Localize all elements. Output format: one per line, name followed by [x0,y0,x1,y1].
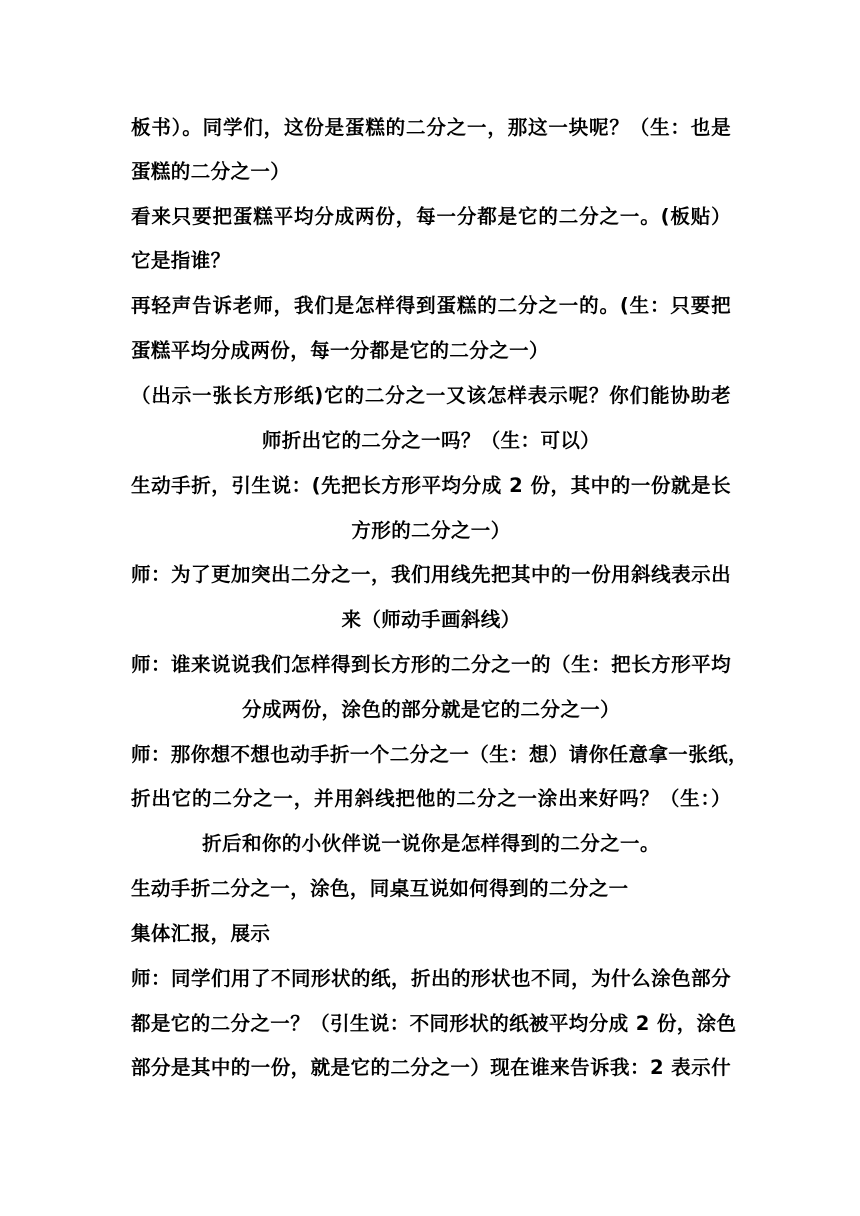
text-line: 师：为了更加突出二分之一，我们用线先把其中的一份用斜线表示出 [131,563,731,586]
text-line: 集体汇报，展示 [131,922,271,945]
text-line: 部分是其中的一份，就是它的二分之一）现在谁来告诉我：2 表示什 [131,1056,731,1079]
text-line: 蛋糕的二分之一） [131,160,291,183]
text-line: 再轻声告诉老师，我们是怎样得到蛋糕的二分之一的。(生：只要把 [131,294,731,317]
text-line: 折后和你的小伙伴说一说你是怎样得到的二分之一。 [202,832,660,855]
text-line: 看来只要把蛋糕平均分成两份，每一分都是它的二分之一。(板贴） [131,205,731,228]
text-line: 生动手折二分之一，涂色，同桌互说如何得到的二分之一 [131,877,629,900]
text-line: 来（师动手画斜线） [341,608,521,631]
text-line: 都是它的二分之一？（引生说：不同形状的纸被平均分成 2 份，涂色 [131,1012,737,1035]
text-line: 师：那你想不想也动手折一个二分之一（生：想）请你任意拿一张纸， [131,743,748,766]
text-line: 师折出它的二分之一吗？（生：可以） [261,429,601,452]
text-line: 方形的二分之一） [351,519,511,542]
text-line: 板书）。同学们，这份是蛋糕的二分之一，那这一块呢？（生：也是 [131,116,731,139]
text-line: 折出它的二分之一，并用斜线把他的二分之一涂出来好吗？（生：） [131,787,731,810]
text-line: 分成两份，涂色的部分就是它的二分之一） [241,698,621,721]
text-line: 师：同学们用了不同形状的纸，折出的形状也不同，为什么涂色部分 [131,967,731,990]
text-line: 蛋糕平均分成两份，每一分都是它的二分之一） [131,339,549,362]
text-line: 师：谁来说说我们怎样得到长方形的二分之一的（生：把长方形平均 [131,653,731,676]
text-line: 它是指谁？ [131,249,231,272]
text-line: （出示一张长方形纸)它的二分之一又该怎样表示呢？你们能协助老 [131,384,731,407]
text-line: 生动手折，引生说：(先把长方形平均分成 2 份，其中的一份就是长 [131,474,731,497]
